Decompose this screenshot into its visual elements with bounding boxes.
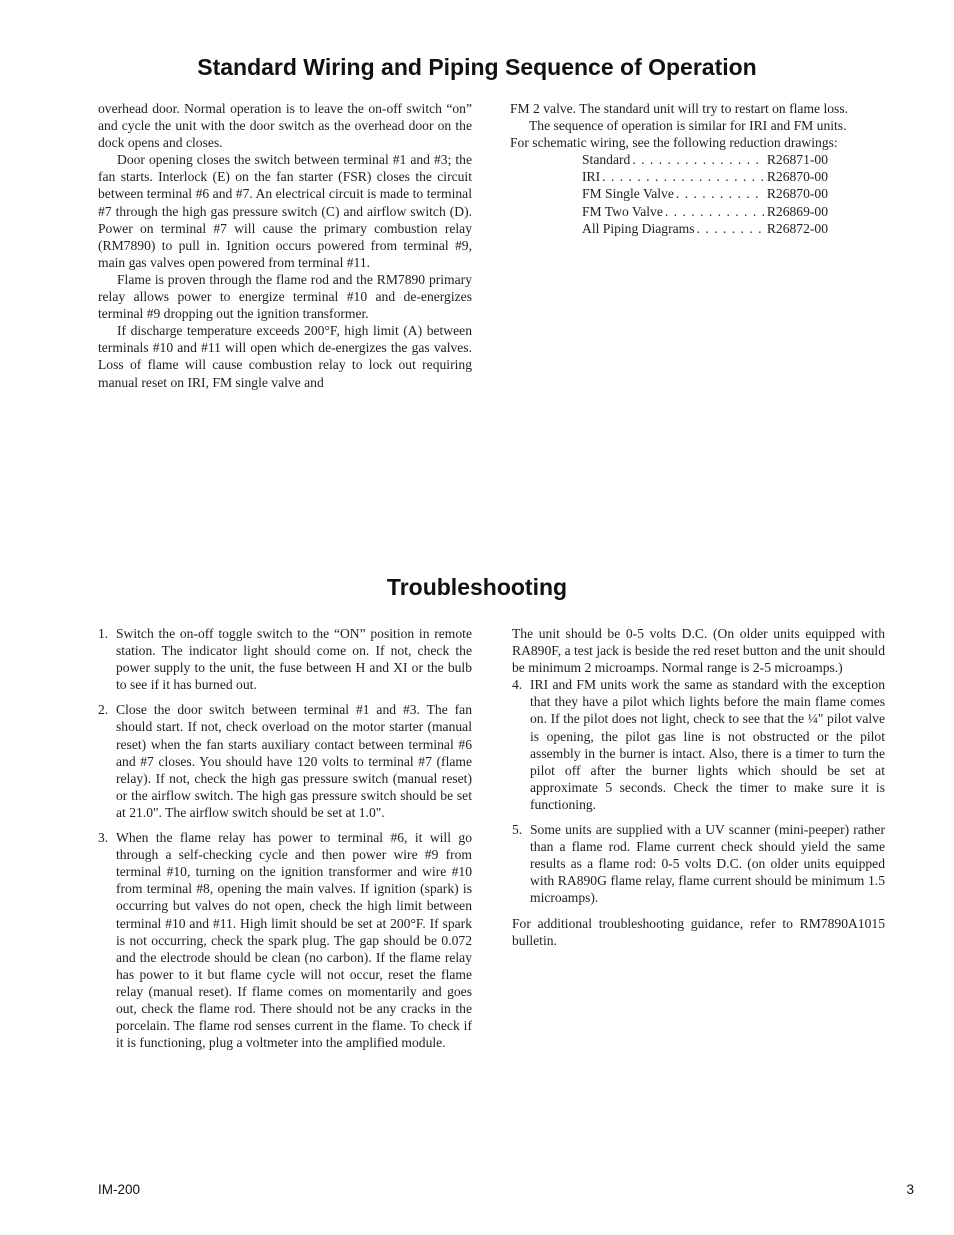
drawing-name: IRI: [582, 169, 601, 185]
drawing-reference: [582, 185, 828, 202]
wiring-paragraph: FM 2 valve. The standard unit will try to restart on flame loss.: [510, 101, 849, 116]
leader-dots: [663, 203, 764, 220]
drawing-code: R26871-00: [764, 151, 828, 168]
wiring-section-title: Standard Wiring and Piping Sequence of Operation: [197, 54, 757, 80]
step-text: When the flame relay has power to terminal #6, it will go through a self-checking cycle and then power wire #9 from terminal #10, turning on the ignition transformer and wire #10 from terminal #8, opening the main valves. If ignition (spark) is occurring but valves do not open, check the high limit between terminal #10 and #11. High limit should be set at 200°F. If spark is not occurring, check the spark plug. The gap should be 0.072 and the electrode should be clean (no carbon). If the flame relay has power to it but flame cycle will not occur, reset the flame relay (manual reset). If flame comes on momentarily and goes out, check the flame rod. There should not be any cracks in the porcelain. The flame rod senses current in the flame. To check if it is functioning, plug a voltmeter into the amplified module.: [116, 830, 472, 1051]
page-number: 3: [906, 1182, 914, 1197]
step-number: 1.: [98, 626, 109, 641]
drawing-code: R26870-00: [764, 168, 828, 185]
wiring-paragraph: Flame is proven through the flame rod and the RM7890 primary relay allows power to energize terminal #10 and de-energizes terminal #9 dropping out the ignition transformer.: [98, 271, 472, 322]
wiring-left-column: [98, 100, 472, 391]
drawing-name: FM Single Valve: [582, 186, 674, 202]
leader-dots: [695, 220, 764, 237]
troubleshooting-step: [512, 676, 885, 813]
troubleshooting-left-column: [98, 625, 472, 1059]
step-text: IRI and FM units work the same as standard with the exception that they have a pilot which lights before the main flame comes on. If the pilot does not light, check to see that the ¼" pilot valve is opening, the pilot gas line is not obstructed or the pilot assembly in the burner is intact. Also, there is a timer to turn the pilot off after the burner lights which should be set at approximate 5 seconds. Check the timer to make sure it is functioning.: [530, 677, 885, 812]
troubleshooting-step: [98, 625, 472, 693]
step-text: Switch the on-off toggle switch to the “ON” position in remote station. The indicator light should come on. If not, check the power supply to the unit, the fuse between H and XI or the bulb to see if it has burned out.: [116, 626, 472, 693]
drawing-name: Standard: [582, 152, 631, 168]
drawing-code: R26869-00: [764, 203, 828, 220]
wiring-paragraph: For schematic wiring, see the following reduction drawings:: [510, 135, 838, 151]
troubleshooting-right-column: [512, 625, 885, 949]
drawing-reference: [582, 203, 828, 220]
drawing-name: All Piping Diagrams: [582, 220, 695, 236]
drawing-reference: [582, 168, 828, 185]
wiring-paragraph: Door opening closes the switch between terminal #1 and #3; the fan starts. Interlock (E) on the fan starter (FSR) closes the circuit between terminal #6 and #7. An electrical circuit is made to terminal #7 through the high gas pressure switch (C) and airflow switch (D). Power on terminal #7 will cause the primary combustion relay (RM7890) to pull in. Ignition occurs powered from terminal #9, main gas valves open powered from terminal #11.: [98, 152, 472, 270]
closing-note: For additional troubleshooting guidance, refer to RM7890A1015 bulletin.: [512, 915, 885, 948]
troubleshooting-steps: [98, 625, 472, 1051]
step-3-continued: The unit should be 0-5 volts D.C. (On older units equipped with RA890F, a test jack is beside the red reset button and the unit should be minimum 2 microamps. Normal range is 2-5 microamps.): [512, 626, 885, 676]
drawing-reference: [582, 220, 828, 237]
step-text: Close the door switch between terminal #1 and #3. The fan should start. If not, check overload on the motor starter (manual reset) when the fan starts auxiliary contact between terminal #6 and #7 closes. You should have 120 volts to terminal #7 (flame relay). If not, check the high gas pressure switch (manual reset) or the airflow switch. The high gas pressure switch should be set at 21.0". The airflow switch should be set at 1.0".: [116, 702, 472, 820]
wiring-right-column: [510, 100, 884, 237]
troubleshooting-steps-continued: [512, 676, 885, 906]
leader-dots: [630, 151, 764, 168]
document-id: IM-200: [98, 1182, 141, 1197]
drawing-code: R26870-00: [764, 185, 828, 202]
leader-dots: [674, 185, 764, 202]
step-number: 3.: [98, 830, 109, 846]
drawing-name: FM Two Valve: [582, 203, 663, 219]
drawing-code: R26872-00: [764, 220, 828, 237]
wiring-paragraph: The sequence of operation is similar for IRI and FM units.: [529, 118, 847, 134]
step-number: 5.: [512, 822, 523, 838]
step-number: 2.: [98, 702, 109, 718]
wiring-paragraph: If discharge temperature exceeds 200°F, high limit (A) between terminals #10 and #11 will open which de-energizes the gas valves. Loss of flame will cause combustion relay to lock out requiring manual reset on IRI, FM single valve and: [98, 323, 472, 390]
step-text: Some units are supplied with a UV scanner (mini-peeper) rather than a flame rod. Flame current check should yield the same results as a flame rod: 0-5 volts D.C. (on older units equipped with RA890G flame relay, flame current should be minimum 1.5 microamps).: [530, 822, 885, 906]
step-number: 4.: [512, 677, 523, 693]
leader-dots: [600, 168, 764, 185]
reduction-drawings-list: [582, 151, 884, 236]
troubleshooting-section-title: Troubleshooting: [386, 574, 568, 600]
drawing-reference: [582, 151, 828, 168]
troubleshooting-step: [98, 829, 472, 1051]
troubleshooting-step: [512, 821, 885, 906]
wiring-paragraph: overhead door. Normal operation is to leave the on-off switch “on” and cycle the unit with the door switch as the overhead door on the dock opens and closes.: [98, 101, 472, 151]
troubleshooting-step: [98, 701, 472, 821]
